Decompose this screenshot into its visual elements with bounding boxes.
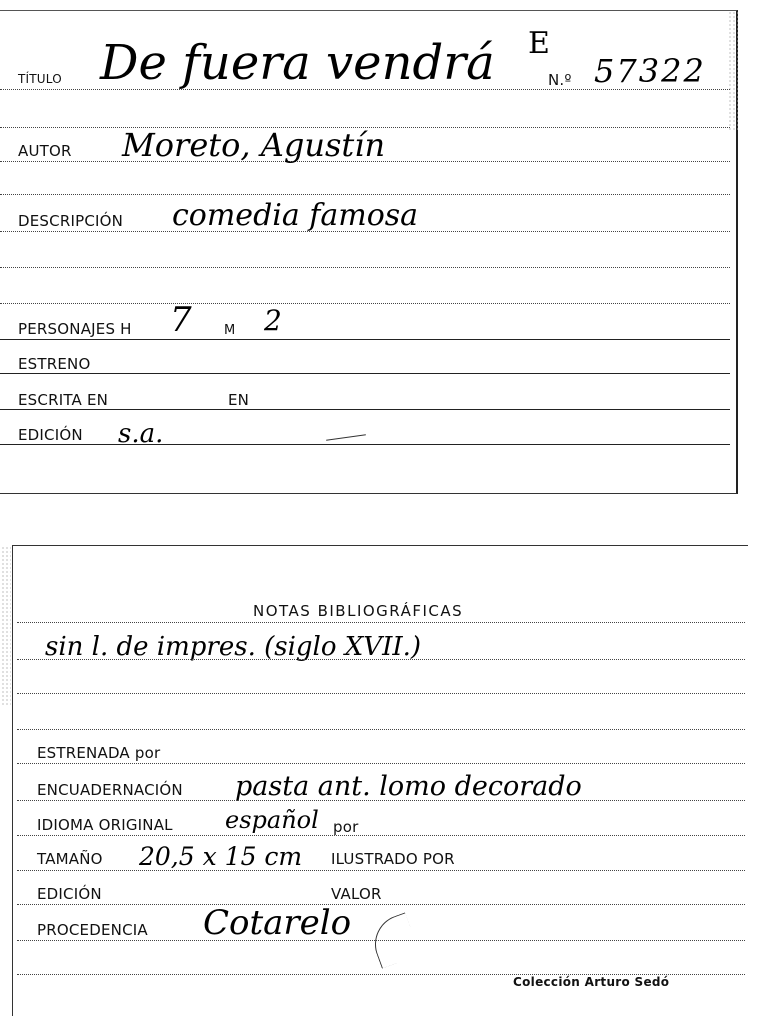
notas-line (17, 659, 745, 660)
estreno-label: ESTRENO (18, 355, 91, 373)
rule-line (0, 194, 730, 195)
rule-line (17, 729, 745, 730)
idioma-label: IDIOMA ORIGINAL (37, 816, 173, 834)
personajes-m-value: 2 (264, 304, 282, 337)
personajes-line (0, 339, 730, 340)
notas-value: sin l. de impres. (siglo XVII.) (45, 632, 422, 662)
tamano-line (17, 870, 745, 871)
paper-speckle (728, 11, 738, 131)
escrita-line (0, 409, 730, 410)
idioma-line (17, 835, 745, 836)
edicion-line (0, 444, 730, 445)
titulo-value: De fuera vendrá (100, 35, 495, 91)
personajes-m-label: M (224, 323, 236, 338)
edicion-label: EDICIÓN (18, 426, 83, 444)
edicion-value: s.a. (118, 419, 164, 449)
rule-line (17, 622, 745, 623)
escrita-label: ESCRITA EN (18, 391, 109, 409)
rule-line (0, 267, 730, 268)
edicion-label-back: EDICIÓN (37, 885, 102, 903)
collection-footer: Colección Arturo Sedó (513, 975, 670, 989)
tamano-value: 20,5 x 15 cm (139, 842, 303, 871)
catalog-card-back (12, 545, 748, 1016)
catalog-card-front (0, 10, 738, 494)
rule-line (17, 693, 745, 694)
estrenada-label: ESTRENADA por (37, 744, 161, 762)
encuadernacion-value: pasta ant. lomo decorado (235, 771, 582, 802)
numero-label: N.º (548, 71, 572, 89)
autor-value: Moreto, Agustín (122, 126, 386, 164)
idioma-por-label: por (333, 818, 359, 836)
letter-mark: E (528, 26, 550, 61)
estreno-line (0, 373, 730, 374)
personajes-h-value: 7 (170, 300, 192, 340)
numero-value: 57322 (594, 52, 706, 90)
descripcion-value: comedia famosa (172, 198, 419, 233)
procedencia-label: PROCEDENCIA (37, 921, 148, 939)
descripcion-label: DESCRIPCIÓN (18, 212, 124, 230)
idioma-value: español (225, 806, 319, 834)
pen-stroke (326, 434, 366, 441)
encuadernacion-line (17, 800, 745, 801)
valor-label: VALOR (331, 885, 382, 903)
escrita-en-label: EN (228, 391, 250, 409)
ilustrado-label: ILUSTRADO POR (331, 850, 455, 868)
rule-line (0, 303, 730, 304)
procedencia-value: Cotarelo (203, 903, 352, 943)
autor-label: AUTOR (18, 142, 72, 160)
paper-speckle (1, 546, 11, 706)
pen-stroke (367, 912, 421, 968)
titulo-label: TÍTULO (18, 72, 62, 86)
personajes-label: PERSONAJES H (18, 320, 132, 338)
notas-heading: NOTAS BIBLIOGRÁFICAS (253, 602, 464, 620)
edicion-line-back (17, 904, 745, 905)
encuadernacion-label: ENCUADERNACIÓN (37, 781, 183, 799)
tamano-label: TAMAÑO (37, 850, 103, 868)
estrenada-line (17, 763, 745, 764)
